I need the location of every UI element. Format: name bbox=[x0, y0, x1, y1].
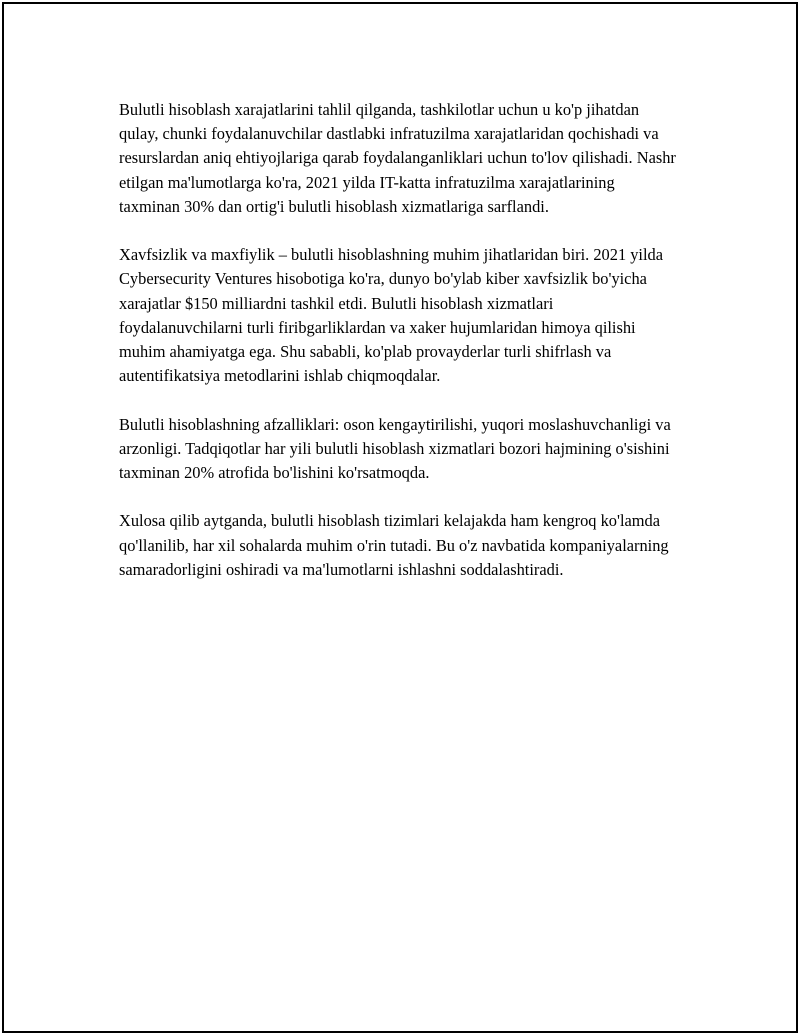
paragraph-conclusion: Xulosa qilib aytganda, bulutli hisoblash tizimlari kelajakda ham kengroq ko'lamda qo'llanilib, har xil sohalarda muhim o'rin tutadi. Bu o'z navbatida kompaniyalarning samaradorligini oshiradi va ma'lumotlarni ishlashni soddalashtiradi. bbox=[119, 511, 669, 579]
paragraph-security-privacy: Xavfsizlik va maxfiylik – bulutli hisoblashning muhim jihatlaridan biri. 2021 yilda Cybersecurity Ventures hisobotiga ko'ra, dunyo bo'ylab kiber xavfsizlik bo'yicha xarajatlar $150 milliardni tashkil etdi. Bulutli hisoblash xizmatlari foydalanuvchilarni turli firibgarliklardan va xaker hujumlaridan himoya qilishi muhim ahamiyatga ega. Shu sababli, ko'plab provayderlar turli shifrlash va autentifikatsiya metodlarini ishlab chiqmoqdalar. bbox=[119, 245, 664, 386]
document-page bbox=[2, 2, 798, 1033]
document-body bbox=[119, 98, 679, 606]
paragraph-cost-analysis: Bulutli hisoblash xarajatlarini tahlil qilganda, tashkilotlar uchun u ko'p jihatdan qulay, chunki foydalanuvchilar dastlabki infratuzilma xarajatlaridan qochishadi va resurslardan aniq ehtiyojlariga qarab foydalanganliklari uchun to'lov qilishadi. Nashr etilgan ma'lumotlarga ko'ra, 2021 yilda IT-katta infratuzilma xarajatlarining taxminan 30% dan ortig'i bulutli hisoblash xizmatlariga sarflandi. bbox=[119, 100, 676, 216]
paragraph-advantages: Bulutli hisoblashning afzalliklari: oson kengaytirilishi, yuqori moslashuvchanligi va arzonligi. Tadqiqotlar har yili bulutli hisoblash xizmatlari bozori hajmining o'sishini taxminan 20% atrofida bo'lishini ko'rsatmoqda. bbox=[119, 414, 671, 483]
